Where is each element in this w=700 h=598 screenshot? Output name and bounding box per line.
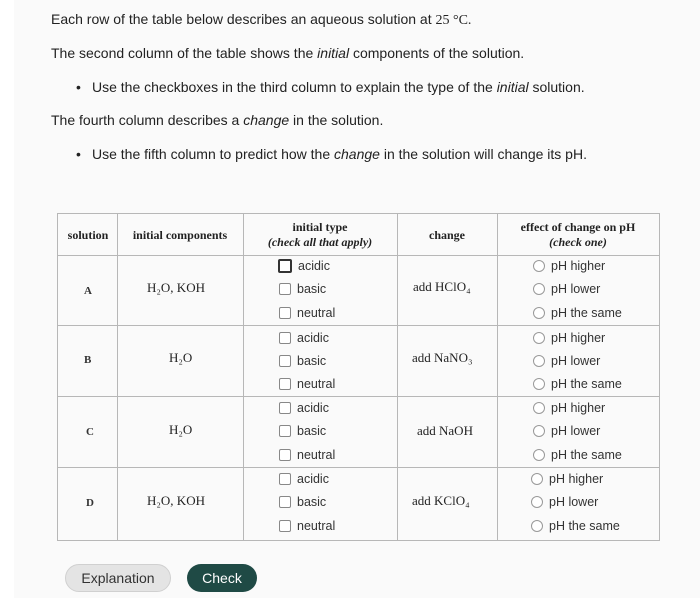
- intro-line-1: Each row of the table below describes an aqueous solution at 25 °C.: [51, 11, 472, 28]
- initial-components: H₂O, KOH: [147, 493, 205, 508]
- change-text: add NaNO₃: [412, 350, 473, 365]
- effect-radio[interactable]: pH the same: [531, 519, 620, 533]
- radio-icon[interactable]: [533, 332, 545, 344]
- checkbox-icon[interactable]: [279, 473, 291, 485]
- instruction-bullet-1: • Use the checkboxes in the third column to explain the type of the initial solution.: [76, 79, 585, 95]
- type-checkbox[interactable]: neutral: [279, 377, 335, 391]
- check-button[interactable]: Check: [187, 564, 257, 592]
- header-effect: effect of change on pH (check one): [520, 220, 636, 249]
- type-checkbox[interactable]: acidic: [278, 259, 330, 273]
- header-type: initial type (check all that apply): [267, 220, 373, 249]
- table-divider: [57, 467, 660, 468]
- checkbox-icon[interactable]: [279, 520, 291, 532]
- radio-icon[interactable]: [533, 283, 545, 295]
- radio-icon[interactable]: [533, 378, 545, 390]
- effect-radio[interactable]: pH the same: [533, 448, 622, 462]
- intro-line-3: The fourth column describes a change in the solution.: [51, 112, 384, 128]
- effect-radio[interactable]: pH the same: [533, 306, 622, 320]
- effect-radio[interactable]: pH higher: [533, 259, 605, 273]
- effect-radio[interactable]: pH higher: [533, 331, 605, 345]
- effect-radio[interactable]: pH lower: [531, 495, 598, 509]
- effect-radio[interactable]: pH lower: [533, 424, 600, 438]
- effect-radio[interactable]: pH lower: [533, 354, 600, 368]
- row-label: B: [84, 354, 92, 366]
- solution-table: [57, 213, 660, 541]
- radio-icon[interactable]: [531, 496, 543, 508]
- table-border: [659, 213, 660, 541]
- initial-components: H₂O, KOH: [147, 280, 205, 295]
- change-text: add KClO₄: [412, 493, 470, 508]
- type-checkbox[interactable]: neutral: [279, 448, 335, 462]
- effect-radio[interactable]: pH higher: [531, 472, 603, 486]
- effect-radio[interactable]: pH higher: [533, 401, 605, 415]
- type-checkbox[interactable]: basic: [279, 495, 326, 509]
- table-divider: [397, 213, 398, 541]
- radio-icon[interactable]: [533, 402, 545, 414]
- table-divider: [117, 213, 118, 541]
- type-checkbox[interactable]: basic: [279, 354, 326, 368]
- table-border: [57, 213, 58, 541]
- type-checkbox[interactable]: basic: [279, 282, 326, 296]
- type-checkbox[interactable]: neutral: [279, 519, 335, 533]
- type-checkbox[interactable]: acidic: [279, 331, 329, 345]
- checkbox-icon[interactable]: [279, 378, 291, 390]
- checkbox-icon[interactable]: [279, 355, 291, 367]
- intro-line-2: The second column of the table shows the initial components of the solution.: [51, 45, 525, 61]
- table-border: [57, 540, 660, 541]
- type-checkbox[interactable]: acidic: [279, 401, 329, 415]
- type-checkbox[interactable]: neutral: [279, 306, 335, 320]
- checkbox-icon[interactable]: [279, 496, 291, 508]
- effect-radio[interactable]: pH lower: [533, 282, 600, 296]
- effect-radio[interactable]: pH the same: [533, 377, 622, 391]
- radio-icon[interactable]: [533, 260, 545, 272]
- change-text: add HClO₄: [413, 279, 471, 294]
- checkbox-icon[interactable]: [279, 402, 291, 414]
- checkbox-icon[interactable]: [279, 283, 291, 295]
- checkbox-icon[interactable]: [279, 425, 291, 437]
- table-divider: [57, 325, 660, 326]
- header-change: change: [429, 228, 465, 242]
- header-components: initial components: [132, 228, 228, 242]
- radio-icon[interactable]: [533, 425, 545, 437]
- type-checkbox[interactable]: acidic: [279, 472, 329, 486]
- header-solution: solution: [67, 228, 109, 242]
- type-checkbox[interactable]: basic: [279, 424, 326, 438]
- table-divider: [57, 255, 660, 256]
- instruction-bullet-2: • Use the fifth column to predict how the change in the solution will change its pH.: [76, 146, 587, 162]
- checkbox-icon[interactable]: [279, 332, 291, 344]
- checkbox-icon[interactable]: [278, 259, 292, 273]
- table-divider: [497, 213, 498, 541]
- radio-icon[interactable]: [531, 520, 543, 532]
- radio-icon[interactable]: [533, 449, 545, 461]
- table-divider: [243, 213, 244, 541]
- initial-components: H₂O: [169, 422, 193, 437]
- change-text: add NaOH: [417, 423, 473, 438]
- row-label: A: [84, 285, 92, 297]
- table-border: [57, 213, 660, 214]
- row-label: C: [86, 426, 94, 438]
- radio-icon[interactable]: [533, 355, 545, 367]
- checkbox-icon[interactable]: [279, 449, 291, 461]
- initial-components: H₂O: [169, 350, 193, 365]
- radio-icon[interactable]: [533, 307, 545, 319]
- row-label: D: [86, 497, 94, 509]
- table-divider: [57, 396, 660, 397]
- explanation-button[interactable]: Explanation: [65, 564, 171, 592]
- checkbox-icon[interactable]: [279, 307, 291, 319]
- radio-icon[interactable]: [531, 473, 543, 485]
